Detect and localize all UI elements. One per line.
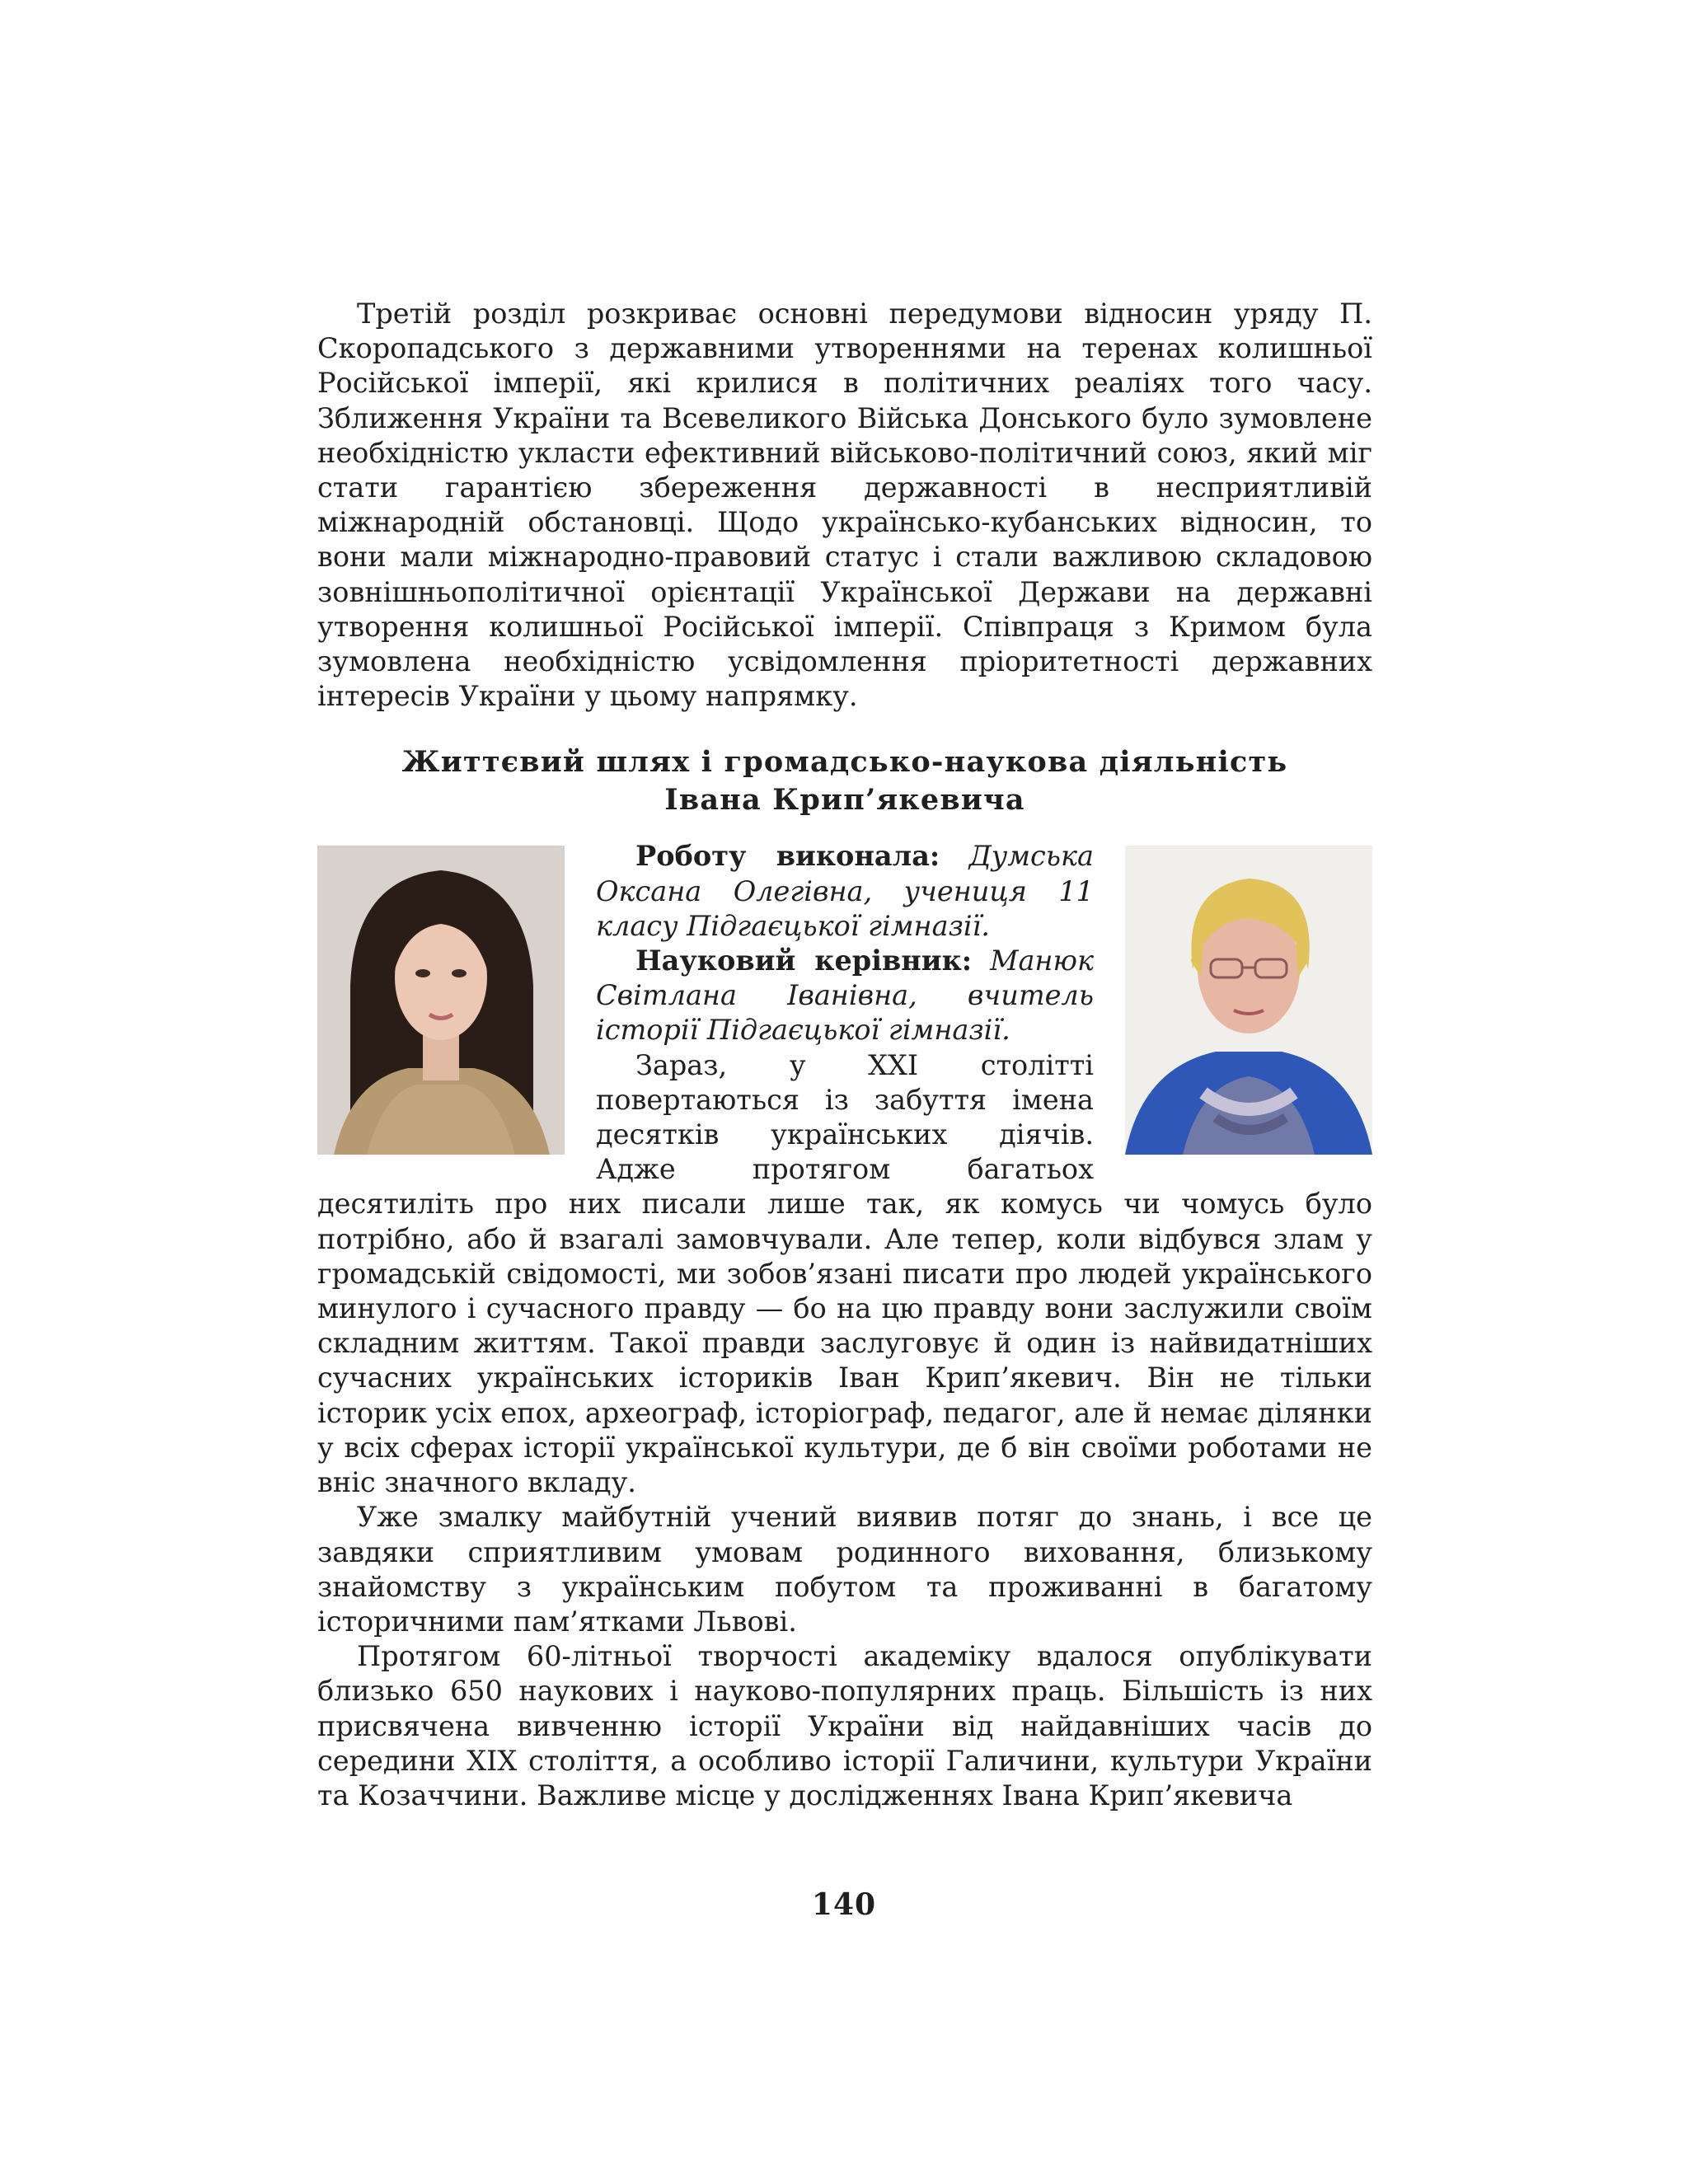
heading-line-1: Життєвий шлях і громадсько-наукова діяльність — [401, 745, 1288, 780]
intro-block — [317, 839, 1372, 1500]
section-heading — [317, 743, 1372, 819]
supervisor-text: Манюк Світлана Іванівна, вчитель історії Підгаєцької гімназії. — [596, 944, 1094, 1047]
author-text: Думська Оксана Олегівна, учениця 11 класу Підгаєцької гімназії. — [596, 840, 1094, 942]
supervisor-label: Науковий керівник: — [635, 944, 973, 977]
author-label: Роботу виконала: — [635, 840, 940, 873]
supervisor-photo — [1125, 846, 1372, 1155]
paragraph-2: Зараз, у XXI столітті повертаються із забуття імена десятків українських діячів. Адже протягом багатьох десятиліть про них писали лише так, як комусь чи чомусь було потрібно, або й взагалі замовчували. Але тепер, коли відбувся злам у громадській свідомості, ми зобов’язані писати про людей українського минулого і сучасного правду — бо на цю правду вони заслужили своїм складним життям. Такої правди заслуговує й один із найвидатніших сучасних українських істориків Іван Крип’якевич. Він не тільки історик усіх епох, археограф, історіограф, педагог, але й немає ділянки у всіх сферах історії української культури, де б він своїми роботами не вніс значного вкладу. — [317, 1048, 1372, 1499]
paragraph-1: Третій розділ розкриває основні передумови відносин уряду П. Скоропадського з державними утвореннями на теренах колишньої Російської імперії, які крилися в політичних реаліях того часу. Зближення України та Всевеликого Війська Донського було зумовлене необхідністю укласти ефективний військово-політичний союз, який міг стати гарантією збереження державності в несприятливій міжнародній обстановці. Щодо українсько-кубанських відносин, то вони мали міжнародно-правовий статус і стали важливою складовою зовнішньополітичної орієнтації Української Держави на державні утворення колишньої Російської імперії. Співпраця з Кримом була зумовлена необхідністю усвідомлення пріоритетності державних інтересів України у цьому напрямку. — [317, 298, 1372, 713]
student-photo — [317, 846, 565, 1155]
paragraph-4: Протягом 60-літньої творчості академіку вдалося опублікувати близько 650 наукових і науково-популярних праць. Більшість із них присвячена вивченню історії України від найдавніших часів до середини XIX століття, а особливо історії Галичини, культури України та Козаччини. Важливе місце у дослідженнях Івана Крип’якевича — [317, 1640, 1372, 1811]
supervisor-portrait-image — [1125, 846, 1372, 1155]
page-number: 140 — [811, 1887, 877, 1922]
paragraph-3: Уже змалку майбутній учений виявив потяг до знань, і все це завдяки сприятливим умовам родинного виховання, близькому знайомству з українським побутом та проживанні в багатому історичними пам’ятками Львові. — [317, 1501, 1372, 1638]
page-content — [317, 297, 1372, 1813]
student-portrait-image — [317, 846, 565, 1155]
heading-line-2: Івана Крип’якевича — [664, 783, 1025, 818]
